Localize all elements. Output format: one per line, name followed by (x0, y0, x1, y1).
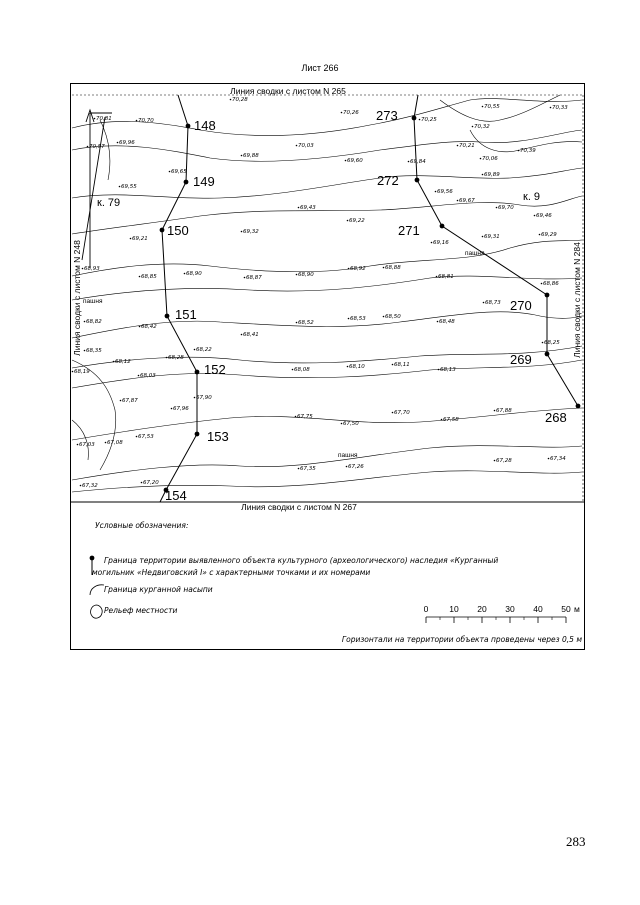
elevation-dot (548, 458, 550, 460)
elevation-label: 68,08 (294, 367, 310, 373)
elevation-dot (480, 158, 482, 160)
elevation-label: 68,25 (544, 340, 560, 346)
boundary-point-149-marker (184, 180, 189, 185)
elevation-label: 68,90 (186, 271, 202, 277)
elevation-dot (230, 99, 232, 101)
elevation-label: 67,88 (496, 408, 512, 414)
boundary-point-148-marker (186, 124, 191, 129)
boundary-point-label-149: 149 (193, 174, 215, 189)
elevation-label: 67,70 (394, 410, 410, 416)
left-edge-label: Линия сводки с листом N 248 (72, 240, 82, 356)
scale-tick-label: 0 (423, 604, 429, 614)
elevation-dot (472, 126, 474, 128)
elevation-label: 69,56 (437, 189, 453, 195)
elevation-dot (136, 120, 138, 122)
elevation-label: 70,33 (552, 105, 568, 111)
elevation-dot (298, 207, 300, 209)
elevation-dot (82, 268, 84, 270)
elevation-label: 68,12 (115, 359, 131, 365)
elevation-dot (166, 357, 168, 359)
elevation-label: 69,16 (433, 240, 449, 246)
boundary-point-label-268: 268 (545, 410, 567, 425)
scale-bar (424, 604, 580, 623)
elevation-dot (496, 207, 498, 209)
elevation-label: 68,53 (350, 316, 366, 322)
boundary-point-label-154: 154 (165, 488, 187, 503)
elevation-dot (534, 215, 536, 217)
elevation-dot (113, 361, 115, 363)
elevation-label: 68,73 (485, 300, 501, 306)
scale-tick-label: 40 (533, 604, 543, 614)
elevation-dot (117, 142, 119, 144)
mound-boundary-icon (90, 585, 104, 595)
elevation-label: 68,52 (298, 320, 314, 326)
elevation-label: 68,87 (246, 275, 262, 281)
elevation-label: 68,13 (440, 367, 456, 373)
legend (90, 521, 583, 644)
elevation-dot (84, 350, 86, 352)
north-arrow (82, 110, 112, 268)
relief-contour-icon (91, 605, 103, 618)
elevation-dot (80, 485, 82, 487)
scale-tick-label: 30 (505, 604, 515, 614)
contour-line (72, 130, 582, 161)
elevation-dot (348, 318, 350, 320)
elevation-dot (341, 423, 343, 425)
elevation-label: 68,88 (385, 265, 401, 271)
boundary-point-label-271: 271 (398, 223, 420, 238)
elevation-dot (139, 326, 141, 328)
elevation-dot (346, 466, 348, 468)
contour-line (72, 360, 116, 470)
boundary-point-269-marker (545, 352, 550, 357)
contour-lines (72, 95, 582, 492)
elevation-label: 69,88 (243, 153, 259, 159)
elevation-dot (542, 342, 544, 344)
elevation-dot (296, 145, 298, 147)
elevation-label: 70,57 (89, 144, 105, 150)
elevation-dot (184, 273, 186, 275)
elevation-label: 67,26 (348, 464, 364, 470)
elevation-dot (437, 321, 439, 323)
elevation-dot (347, 366, 349, 368)
elevation-dot (136, 436, 138, 438)
elevation-dot (77, 444, 79, 446)
elevation-dot (105, 442, 107, 444)
elevation-label: 70,28 (232, 97, 248, 103)
legend-mound: Граница курганной насыпи (104, 585, 213, 594)
legend-relief: Рельеф местности (104, 606, 178, 615)
elevation-dot (84, 321, 86, 323)
mound-label-9: к. 9 (523, 191, 541, 203)
elevation-label: 67,87 (122, 398, 138, 404)
elevation-dot (482, 106, 484, 108)
elevation-dot (441, 419, 443, 421)
elevation-label: 70,81 (96, 116, 112, 122)
elevation-label: 67,34 (550, 456, 566, 462)
boundary-point-label-148: 148 (194, 118, 216, 133)
elevation-dot (139, 276, 141, 278)
boundary-point-label-153: 153 (207, 429, 229, 444)
elevation-dot (194, 349, 196, 351)
elevation-dot (518, 150, 520, 152)
elevation-label: 69,55 (121, 184, 137, 190)
elevation-dot (482, 174, 484, 176)
elevation-dot (457, 145, 459, 147)
elevation-label: 69,60 (347, 158, 363, 164)
mound-label-79: к. 79 (97, 197, 121, 209)
elevation-label: 68,50 (385, 314, 401, 320)
boundary-point-label-150: 150 (167, 223, 189, 238)
elevation-label: 67,75 (297, 414, 313, 420)
boundary-point-150-marker (160, 228, 165, 233)
legend-title: Условные обозначения: (95, 521, 189, 530)
elevation-dot (408, 161, 410, 163)
elevation-dot (482, 236, 484, 238)
elevation-dot (194, 397, 196, 399)
elevation-label: 67,50 (343, 421, 359, 427)
elevation-dot (130, 238, 132, 240)
sheet-title: Лист 266 (301, 63, 339, 73)
elevation-label: 69,32 (243, 229, 259, 235)
boundary-point-label-272: 272 (377, 173, 399, 188)
elevation-label: 70,06 (482, 156, 498, 162)
elevation-dot (296, 322, 298, 324)
elevation-dot (241, 231, 243, 233)
elevation-label: 68,03 (140, 373, 156, 379)
boundary-point-symbol (90, 556, 95, 561)
contour-line (72, 196, 582, 234)
elevation-dot (244, 277, 246, 279)
elevation-label: 69,67 (459, 198, 475, 204)
boundary-point-153-marker (195, 432, 200, 437)
elevation-label: 70,03 (298, 143, 314, 149)
elevation-dot (141, 482, 143, 484)
boundary-point-271-marker (440, 224, 445, 229)
elevation-label: 69,65 (171, 169, 187, 175)
elevation-label: 70,70 (138, 118, 154, 124)
boundary-point-151-marker (165, 314, 170, 319)
elevation-dot (171, 408, 173, 410)
boundary-point-273-marker (412, 116, 417, 121)
elevation-label: 69,21 (132, 236, 148, 242)
elevation-dot (241, 155, 243, 157)
scale-tick-label: 20 (477, 604, 487, 614)
elevation-label: 70,25 (421, 117, 437, 123)
elevation-dot (383, 267, 385, 269)
elevation-label: 67,90 (196, 395, 212, 401)
elevation-label: 70,55 (484, 104, 500, 110)
contour-line (72, 240, 582, 276)
elevation-dot (341, 112, 343, 114)
elevation-dot (87, 146, 89, 148)
elevation-dot (494, 460, 496, 462)
elevation-label: 69,43 (300, 205, 316, 211)
elevation-label: 68,85 (141, 274, 157, 280)
elevation-label: 68,35 (86, 348, 102, 354)
elevation-label: 69,29 (541, 232, 557, 238)
elevation-label: 68,22 (196, 347, 212, 353)
contour-interval-note: Горизонтали на территории объекта проведены через 0,5 м (341, 635, 582, 644)
elevation-label: 68,41 (243, 332, 259, 338)
elevation-label: 67,28 (496, 458, 512, 464)
elevation-dot (435, 191, 437, 193)
field-label: пашня (83, 298, 103, 305)
elevation-marks (72, 97, 569, 489)
elevation-label: 68,93 (84, 266, 100, 272)
legend-boundary-line1: Граница территории выявленного объекта культурного (археологического) наследия «Курганный (104, 556, 499, 565)
elevation-dot (392, 412, 394, 414)
elevation-dot (120, 400, 122, 402)
elevation-dot (296, 274, 298, 276)
elevation-dot (541, 283, 543, 285)
scale-unit: м (574, 604, 580, 614)
scale-tick-label: 50 (561, 604, 571, 614)
elevation-dot (292, 369, 294, 371)
elevation-label: 69,96 (119, 140, 135, 146)
elevation-dot (295, 416, 297, 418)
elevation-label: 68,11 (394, 362, 410, 368)
elevation-dot (438, 369, 440, 371)
scale-tick-label: 10 (449, 604, 459, 614)
right-edge-label: Линия сводки с листом N 284 (572, 242, 582, 358)
elevation-dot (383, 316, 385, 318)
elevation-label: 67,20 (143, 480, 159, 486)
elevation-dot (483, 302, 485, 304)
boundary-point-label-269: 269 (510, 352, 532, 367)
elevation-dot (347, 220, 349, 222)
elevation-dot (419, 119, 421, 121)
boundary-point-272-marker (415, 178, 420, 183)
elevation-label: 67,03 (79, 442, 95, 448)
elevation-label: 67,32 (82, 483, 98, 489)
elevation-dot (539, 234, 541, 236)
elevation-dot (392, 364, 394, 366)
page-number: 283 (566, 834, 586, 849)
boundary-point-label-270: 270 (510, 298, 532, 313)
object-boundary-east (414, 95, 578, 406)
elevation-label: 69,89 (484, 172, 500, 178)
field-label: пашня (465, 250, 485, 257)
elevation-label: 70,26 (343, 110, 359, 116)
field-label: пашня (338, 452, 358, 459)
elevation-label: 68,28 (168, 355, 184, 361)
elevation-dot (72, 371, 74, 373)
elevation-label: 68,90 (298, 272, 314, 278)
elevation-dot (457, 200, 459, 202)
elevation-dot (494, 410, 496, 412)
elevation-label: 68,82 (86, 319, 102, 325)
elevation-label: 68,81 (438, 274, 454, 280)
elevation-dot (241, 334, 243, 336)
elevation-label: 69,84 (410, 159, 426, 165)
boundary-point-152-marker (195, 370, 200, 375)
contour-line (72, 168, 582, 198)
elevation-label: 68,86 (543, 281, 559, 287)
elevation-label: 68,48 (439, 319, 455, 325)
elevation-dot (298, 468, 300, 470)
object-boundary-west (160, 95, 197, 502)
elevation-dot (94, 118, 96, 120)
elevation-label: 69,22 (349, 218, 365, 224)
elevation-dot (348, 268, 350, 270)
top-edge-label: Линия сводки с листом N 265 (230, 86, 346, 96)
bottom-edge-label: Линия сводки с листом N 267 (241, 502, 357, 512)
elevation-label: 67,58 (443, 417, 459, 423)
elevation-dot (550, 107, 552, 109)
boundary-point-label-273: 273 (376, 108, 398, 123)
legend-boundary-line2: могильник «Недвиговский I» с характерными точками и их номерами (92, 568, 371, 577)
boundary-point-label-151: 151 (175, 307, 197, 322)
elevation-label: 67,35 (300, 466, 316, 472)
contour-line (100, 120, 110, 180)
elevation-dot (345, 160, 347, 162)
elevation-dot (169, 171, 171, 173)
elevation-label: 68,19 (74, 369, 90, 375)
elevation-dot (431, 242, 433, 244)
elevation-dot (138, 375, 140, 377)
boundary-point-268-marker (576, 404, 581, 409)
elevation-label: 68,92 (350, 266, 366, 272)
elevation-dot (119, 186, 121, 188)
elevation-label: 69,31 (484, 234, 500, 240)
elevation-label: 67,96 (173, 406, 189, 412)
elevation-label: 68,10 (349, 364, 365, 370)
elevation-label: 67,53 (138, 434, 154, 440)
elevation-label: 70,32 (474, 124, 490, 130)
boundary-point-label-152: 152 (204, 362, 226, 377)
elevation-dot (436, 276, 438, 278)
elevation-label: 69,70 (498, 205, 514, 211)
elevation-label: 70,39 (520, 148, 536, 154)
elevation-label: 68,42 (141, 324, 157, 330)
elevation-label: 69,46 (536, 213, 552, 219)
boundary-point-270-marker (545, 293, 550, 298)
elevation-label: 67,08 (107, 440, 123, 446)
contour-line (72, 420, 88, 460)
contour-line (72, 346, 582, 368)
elevation-label: 70,21 (459, 143, 475, 149)
contour-line (72, 99, 582, 136)
